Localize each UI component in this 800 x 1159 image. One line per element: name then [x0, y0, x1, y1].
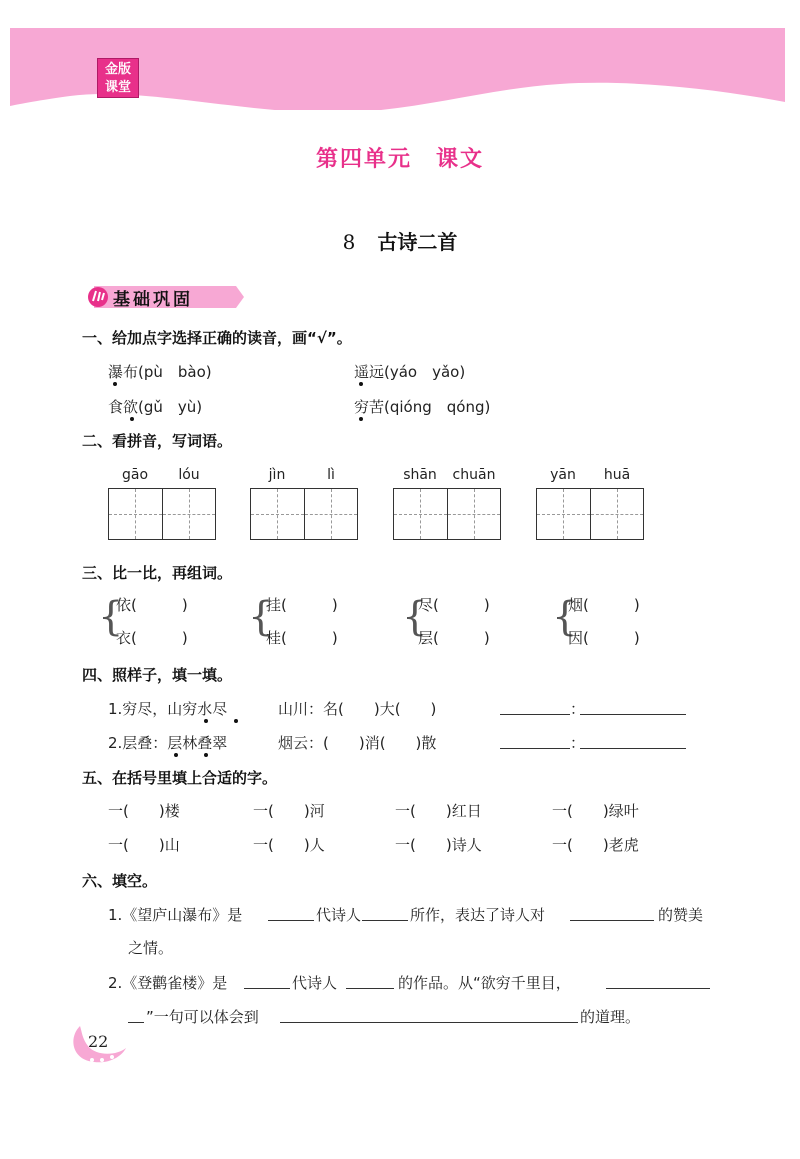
pinyin: lì [327, 467, 335, 483]
q3-word: 因( ) [568, 629, 640, 647]
q1-title: 一、给加点字选择正确的读音，画“√”。 [82, 329, 352, 347]
answer-line[interactable] [346, 988, 394, 989]
lesson-title [0, 226, 800, 255]
pinyin: huā [603, 467, 631, 483]
emphasis-dot [234, 719, 238, 723]
emphasis-dot [113, 382, 117, 386]
writing-grid[interactable] [250, 488, 358, 540]
q4-task: 烟云：( )消( )散 [278, 734, 437, 752]
q3-word: 衣( ) [116, 629, 188, 647]
banner-title: 基础巩固 [113, 290, 193, 310]
q4-title: 四、照样子，填一填。 [82, 666, 233, 684]
answer-line[interactable] [580, 748, 686, 749]
q3-word: 烟( ) [568, 596, 640, 614]
pinyin: yān [550, 467, 576, 483]
answer-line[interactable] [580, 714, 686, 715]
emphasis-dot [130, 417, 134, 421]
q1-item: 穷苦(qióng qóng) [354, 398, 491, 416]
answer-line[interactable] [244, 988, 290, 989]
q4-example: 1.穷尽，山穷水尽 [108, 700, 228, 718]
brace: { [98, 594, 124, 640]
emphasis-dot [204, 719, 208, 723]
q6-text: 2.《登鹳雀楼》是 [108, 974, 228, 992]
answer-line[interactable] [128, 1022, 144, 1023]
q1-item: 瀑布(pù bào) [108, 363, 212, 381]
q3-word: 尽( ) [418, 596, 490, 614]
q4-sep: ： [570, 700, 586, 718]
pinyin: chuān [452, 467, 496, 483]
brace: { [402, 594, 428, 640]
answer-line[interactable] [500, 714, 570, 715]
answer-line[interactable] [268, 920, 314, 921]
pinyin: shān [403, 467, 437, 483]
q5-title: 五、在括号里填上合适的字。 [82, 769, 278, 787]
lesson-number: 8 [342, 230, 356, 254]
q3-word: 依( ) [116, 596, 188, 614]
q4-task: 山川：名( )大( ) [278, 700, 437, 718]
q1-item: 遥远(yáo yǎo) [354, 363, 466, 381]
q6-text: 代诗人 [316, 906, 362, 924]
q3-word: 层( ) [418, 629, 490, 647]
answer-line[interactable] [280, 1022, 578, 1023]
answer-line[interactable] [362, 920, 408, 921]
answer-line[interactable] [570, 920, 654, 921]
q5-item: 一( )红日 [395, 802, 482, 820]
q3-word: 挂( ) [266, 596, 338, 614]
unit-title: 第四单元 课文 [315, 147, 484, 172]
brace: { [552, 594, 578, 640]
q3-word: 桂( ) [266, 629, 338, 647]
brace: { [248, 594, 274, 640]
q5-item: 一( )河 [253, 802, 325, 820]
q5-item: 一( )山 [108, 836, 180, 854]
q5-item: 一( )绿叶 [552, 802, 639, 820]
emphasis-dot [359, 417, 363, 421]
lesson-name: 古诗二首 [377, 230, 458, 254]
pinyin: jìn [268, 467, 286, 483]
q6-text: 的作品。从“欲穷千里目， [398, 974, 571, 992]
q6-text: 之情。 [128, 939, 174, 957]
emphasis-dot [359, 382, 363, 386]
q2-title: 二、看拼音，写词语。 [82, 432, 233, 450]
q1-item: 食欲(gǔ yù) [108, 398, 203, 416]
q5-item: 一( )楼 [108, 802, 180, 820]
writing-grid[interactable] [393, 488, 501, 540]
q4-example: 2.层叠：层林叠翠 [108, 734, 228, 752]
pinyin: lóu [178, 467, 200, 483]
q6-text: 所作，表达了诗人对 [410, 906, 546, 924]
q5-item: 一( )诗人 [395, 836, 482, 854]
page-number: 22 [88, 1032, 109, 1051]
q4-sep: ： [570, 734, 586, 752]
emphasis-dot [204, 753, 208, 757]
q6-text: 的赞美 [658, 906, 704, 924]
q6-text: 代诗人 [292, 974, 338, 992]
q6-text: ”一句可以体会到 [146, 1008, 259, 1026]
emphasis-dot [174, 753, 178, 757]
answer-line[interactable] [500, 748, 570, 749]
q6-text: 的道理。 [580, 1008, 641, 1026]
q5-item: 一( )人 [253, 836, 325, 854]
answer-line[interactable] [606, 988, 710, 989]
q6-text: 1.《望庐山瀑布》是 [108, 906, 243, 924]
q3-title: 三、比一比，再组词。 [82, 564, 233, 582]
writing-grid[interactable] [108, 488, 216, 540]
brand-logo: 金版 课堂 [97, 58, 139, 98]
q6-title: 六、填空。 [82, 872, 158, 890]
pinyin: gāo [121, 467, 149, 483]
writing-grid[interactable] [536, 488, 644, 540]
q5-item: 一( )老虎 [552, 836, 639, 854]
